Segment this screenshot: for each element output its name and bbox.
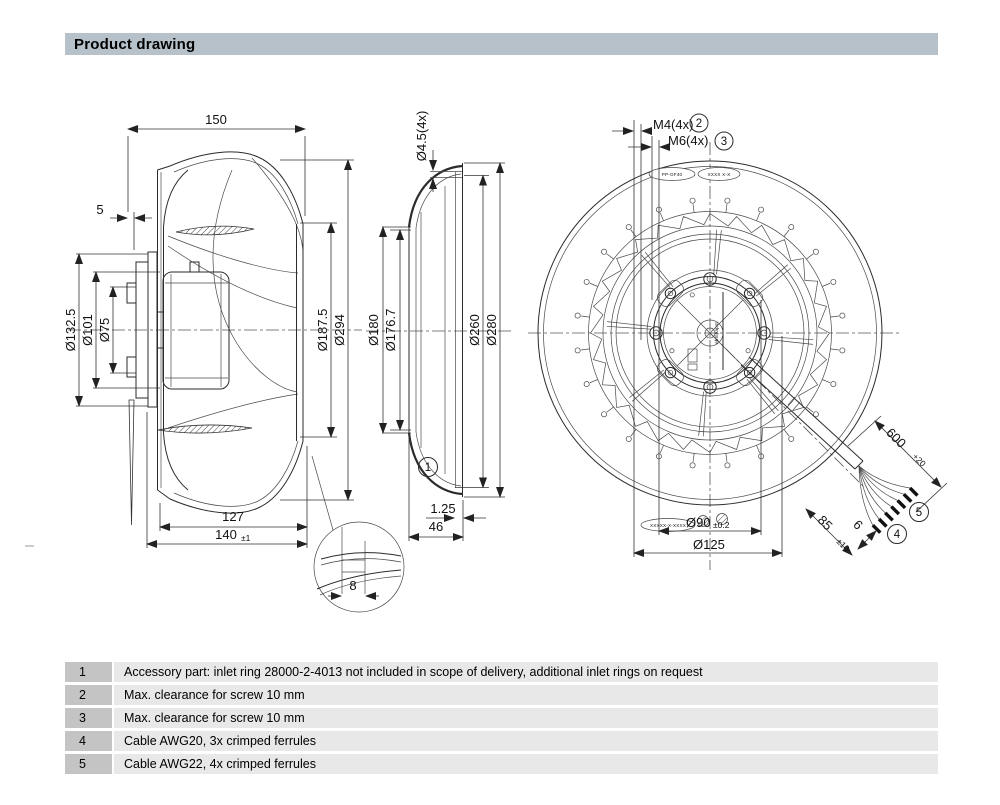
note-number: 2 <box>65 685 112 705</box>
inlet-ring-view <box>366 111 512 541</box>
svg-text:1: 1 <box>424 462 432 474</box>
balloon-3 <box>715 132 733 150</box>
dim-90-tol: ±0.2 <box>713 520 730 530</box>
note-text: Cable AWG22, 4x crimped ferrules <box>114 754 938 774</box>
svg-text:XXXXX-X-XXXX: XXXXX-X-XXXX <box>649 523 687 528</box>
svg-text:5: 5 <box>915 507 923 519</box>
note-text: Cable AWG20, 3x crimped ferrules <box>114 731 938 751</box>
balloon-5 <box>910 503 929 522</box>
svg-text:PP-GF40: PP-GF40 <box>661 172 683 177</box>
note-text: Accessory part: inlet ring 28000-2-4013 not included in scope of delivery, additional inlet rings on request <box>114 662 938 682</box>
dim-127: 127 <box>222 509 244 524</box>
table-row <box>65 662 938 682</box>
note-number: 5 <box>65 754 112 774</box>
dim-hole: Ø4.5(4x) <box>414 110 429 162</box>
detail-view-rim <box>317 527 401 596</box>
dim-90: Ø90 <box>686 515 711 530</box>
dim-187: Ø187.5 <box>315 308 330 352</box>
balloon-1 <box>419 458 438 477</box>
dim-600: 600 <box>883 424 910 451</box>
dim-176: Ø176.7 <box>383 308 398 352</box>
brand-label: ebmpapst <box>714 322 719 344</box>
table-row <box>65 708 938 728</box>
dim-180: Ø180 <box>366 314 381 346</box>
note-text: Max. clearance for screw 10 mm <box>114 685 938 705</box>
balloon-4 <box>888 525 907 544</box>
notes-table <box>65 662 938 777</box>
dim-101: Ø101 <box>80 314 95 346</box>
dim-600-tol: +20 <box>910 451 928 469</box>
table-row <box>65 685 938 705</box>
note-number: 1 <box>65 662 112 682</box>
side-view <box>63 112 404 612</box>
dim-140-tol: ±1 <box>241 533 251 543</box>
svg-text:XXXX X-X: XXXX X-X <box>707 172 731 177</box>
dim-140: 140 <box>215 527 237 542</box>
note-text: Max. clearance for screw 10 mm <box>114 708 938 728</box>
note-number: 3 <box>65 708 112 728</box>
svg-text:2: 2 <box>695 118 703 130</box>
page-title: Product drawing <box>74 35 196 53</box>
type-label <box>698 168 740 181</box>
cable <box>741 357 918 533</box>
dim-85: 85 <box>814 512 836 534</box>
dim-46: 46 <box>428 519 444 534</box>
front-view <box>528 114 947 570</box>
dim-280: Ø280 <box>484 314 499 346</box>
dim-125: Ø125 <box>693 537 725 552</box>
dim-6: 6 <box>850 516 867 533</box>
table-row <box>65 754 938 774</box>
note-number: 4 <box>65 731 112 751</box>
dim-m6: M6(4x) <box>668 133 709 148</box>
dim-8: 8 <box>349 578 357 593</box>
dim-260: Ø260 <box>467 314 482 346</box>
dim-150: 150 <box>205 112 227 127</box>
material-label <box>649 168 695 181</box>
dim-85-tol: ±10 <box>834 536 852 554</box>
dim-m4: M4(4x) <box>653 117 694 132</box>
svg-text:3: 3 <box>720 136 728 148</box>
table-row <box>65 731 938 751</box>
dim-294: Ø294 <box>332 314 347 346</box>
dim-5: 5 <box>96 202 104 217</box>
dim-132: Ø132.5 <box>63 308 78 352</box>
svg-text:4: 4 <box>893 529 901 541</box>
dim-75: Ø75 <box>97 317 112 343</box>
dim-125thk: 1.25 <box>430 501 456 516</box>
